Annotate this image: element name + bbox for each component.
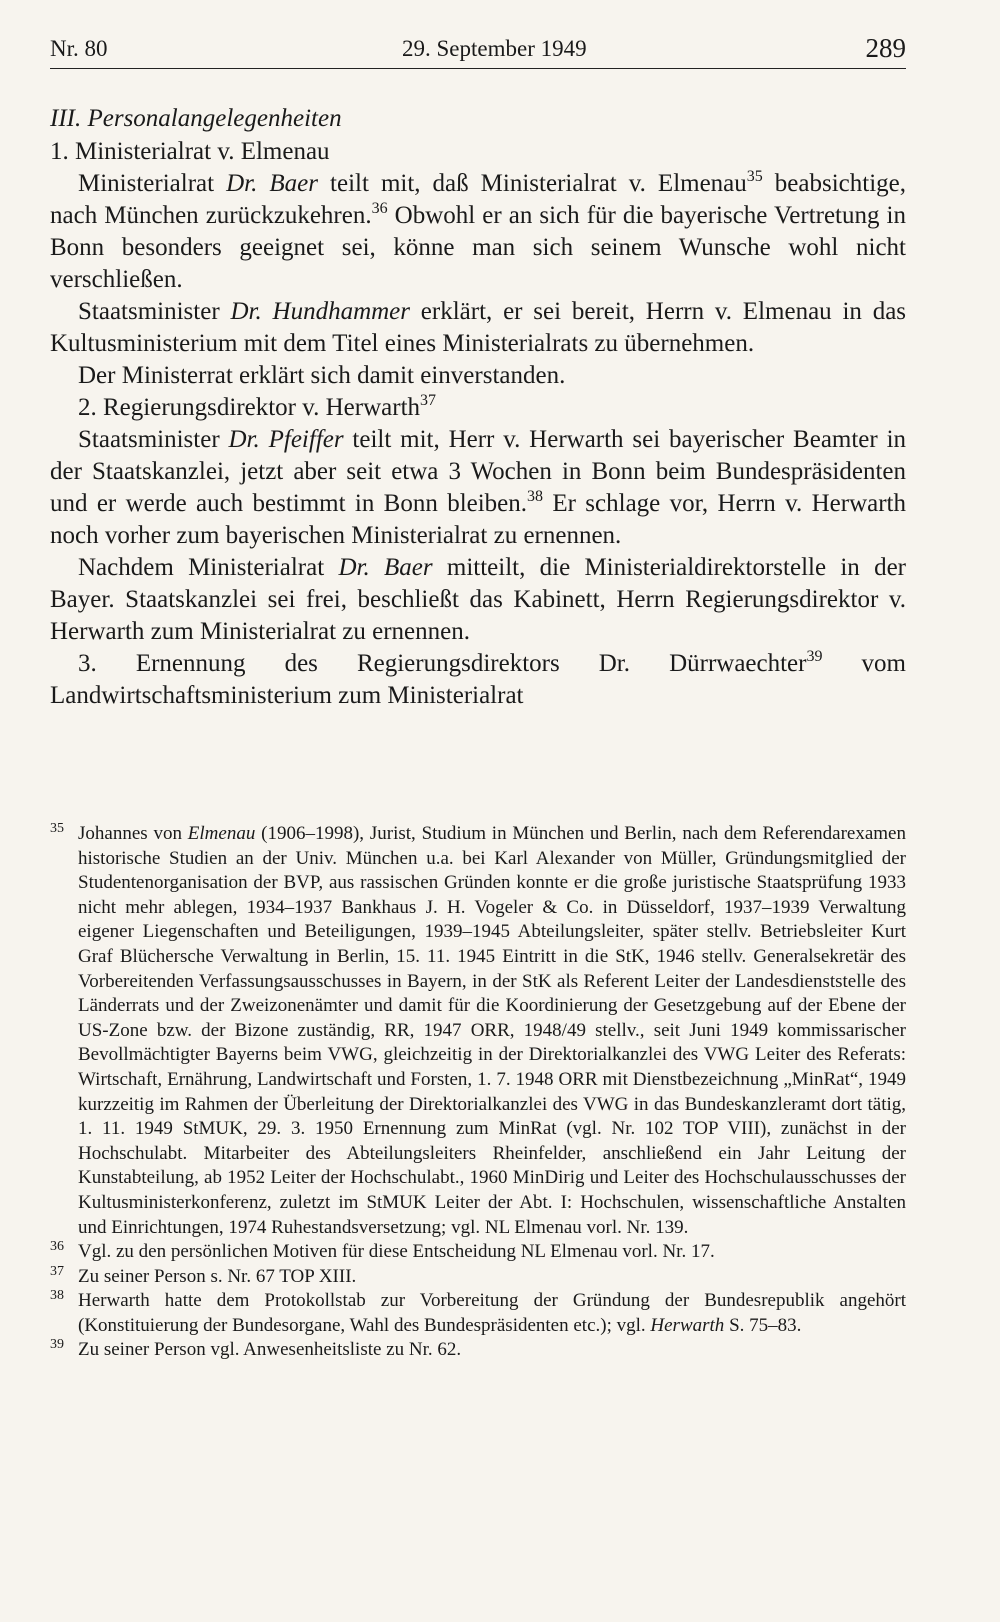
item-1-paragraph-2: Staatsminister Dr. Hundhammer erklärt, er sei bereit, Herrn v. Elmenau in das Kultusministerium mit dem Titel eines Ministerialrats zu übernehmen. [50, 298, 907, 357]
item-1-paragraph-1: Ministerialrat Dr. Baer teilt mit, daß Ministerialrat v. Elmenau$^{35}$ beabsichtige, nach München zurückzukehren.$^{36}$ Obwohl er an sich für die bayerische Vertretung in Bonn besonders geeignet sei, könne man sich seinem Wunsche wohl nicht verschließen. [50, 168, 907, 293]
section-title: III. Personalangelegenheiten [50, 105, 342, 132]
item-2-paragraph-2: Nachdem Ministerialrat Dr. Baer mitteilt, die Ministerialdirektorstelle in der Bayer. Staatskanzlei sei frei, beschließt das Kabinett, Herrn Regierungsdirektor v. Herwarth zum Ministerialrat zu ernennen. [50, 554, 906, 645]
document-number: Nr. 80 [50, 36, 108, 61]
footnote-ref-37[interactable]: 37 [420, 392, 437, 409]
page-number: 289 [865, 33, 906, 63]
header-date: 29. September 1949 [402, 36, 587, 61]
footnote-36: 36 Vgl. zu den persönlichen Motiven für diese Entscheidung NL Elmenau vorl. Nr. 17. [50, 1239, 715, 1263]
item-1-title: 1. Ministerialrat v. Elmenau [50, 138, 330, 165]
footnote-ref-35[interactable]: 35 [746, 168, 763, 185]
footnote-35: 35 Johannes von Elmenau (1906–1998), Jurist, Studium in München und Berlin, nach dem Referendarexamen historische Studien an der Univ. München u.a. bei Karl Alexander von Müller, Gründungsmitglied der Studentenorganisation der BVP, aus rassischen Gründen konnte er die große juristische Staatsprüfung 1933 nicht mehr ablegen, 1934–1937 Bankhaus J. H. Vogeler & Co. in Düsseldorf, 1937–1939 Verwaltung eigener Liegenschaften und Beteiligungen, 1939–1945 Abteilungsleiter, später stellv. Betriebsleiter Kurt Graf Blüchersche Verwaltung in Berlin, 15. 11. 1945 Eintritt in die StK, 1946 stellv. Generalsekretär des Vorbereitenden Verfassungsausschusses in Bayern, in der StK als Referent Leiter der Landesdienststelle des Länderrats und der Zweizonenämter und damit für die Koordinierung der Gesetzgebung auf der Ebene der US-Zone bzw. der Bizone zuständig, RR, 1947 ORR, 1948/49 stellv., seit Juni 1949 kommissarischer Bevollmächtigter Bayerns beim VWG, gleichzeitig in der Direktorialkanzlei des VWG Leiter des Referats: Wirtschaft, Ernährung, Landwirtschaft und Forsten, 1. 7. 1948 ORR mit Dienstbezeichnung „MinRat“, 1949 kurzzeitig im Rahmen der Überleitung der Direktorialkanzlei des VWG in das Bundeskanzleramt dort tätig, 1. 11. 1949 StMUK, 29. 3. 1950 Ernennung zum MinRat (vgl. Nr. 102 TOP VIII), zunächst in der Hochschulabt. Mitarbeiter des Abteilungsleiters Rheinfelder, anschließend ein Jahr Leitung der Kunstabteilung, ab 1952 Leiter der Hochschulabt., 1960 MinDirig und Leiter des Hochschulausschusses der Kultusministerkonferenz, zuletzt im StMUK Leiter der Abt. I: Hochschulen, wissenschaftliche Anstalten und Einrichtungen, 1974 Ruhestandsversetzung; vgl. NL Elmenau vorl. Nr. 139. [50, 821, 906, 1238]
footnote-37: 37 Zu seiner Person s. Nr. 67 TOP XIII. [50, 1263, 357, 1287]
footnote-ref-36[interactable]: 36 [371, 200, 388, 217]
page-header [50, 32, 906, 70]
main-text [50, 103, 906, 712]
header-rule [50, 68, 906, 69]
item-2-title: 2. Regierungsdirektor v. Herwarth$^{37}$ [78, 392, 437, 421]
footnote-38: 38 Herwarth hatte dem Protokollstab zur Vorbereitung der Gründung der Bundesrepublik angehört (Konstituierung der Bundesorgane, Wahl des Bundespräsidenten etc.); vgl. Herwarth S. 75–83. [50, 1288, 906, 1336]
item-2-paragraph-1: Staatsminister Dr. Pfeiffer teilt mit, Herr v. Herwarth sei bayerischer Beamter in der Staatskanzlei, jetzt aber seit etwa 3 Wochen in Bonn beim Bundespräsidenten und er werde auch bestimmt in Bonn bleiben.$^{38}$ Er schlage vor, Herrn v. Herwarth noch vorher zum bayerischen Ministerialrat zu ernennen. [50, 426, 907, 549]
item-3-title: 3. Ernennung des Regierungsdirektors Dr. Dürrwaechter$^{39}$ vom Landwirtschaftsministerium zum Ministerialrat [50, 648, 906, 709]
footnote-39: 39 Zu seiner Person vgl. Anwesenheitsliste zu Nr. 62. [50, 1337, 462, 1361]
item-1-paragraph-3: Der Ministerrat erklärt sich damit einverstanden. [78, 362, 566, 389]
footnote-ref-38[interactable]: 38 [527, 488, 544, 505]
footnote-ref-39[interactable]: 39 [806, 648, 823, 665]
footnotes [50, 822, 906, 1363]
